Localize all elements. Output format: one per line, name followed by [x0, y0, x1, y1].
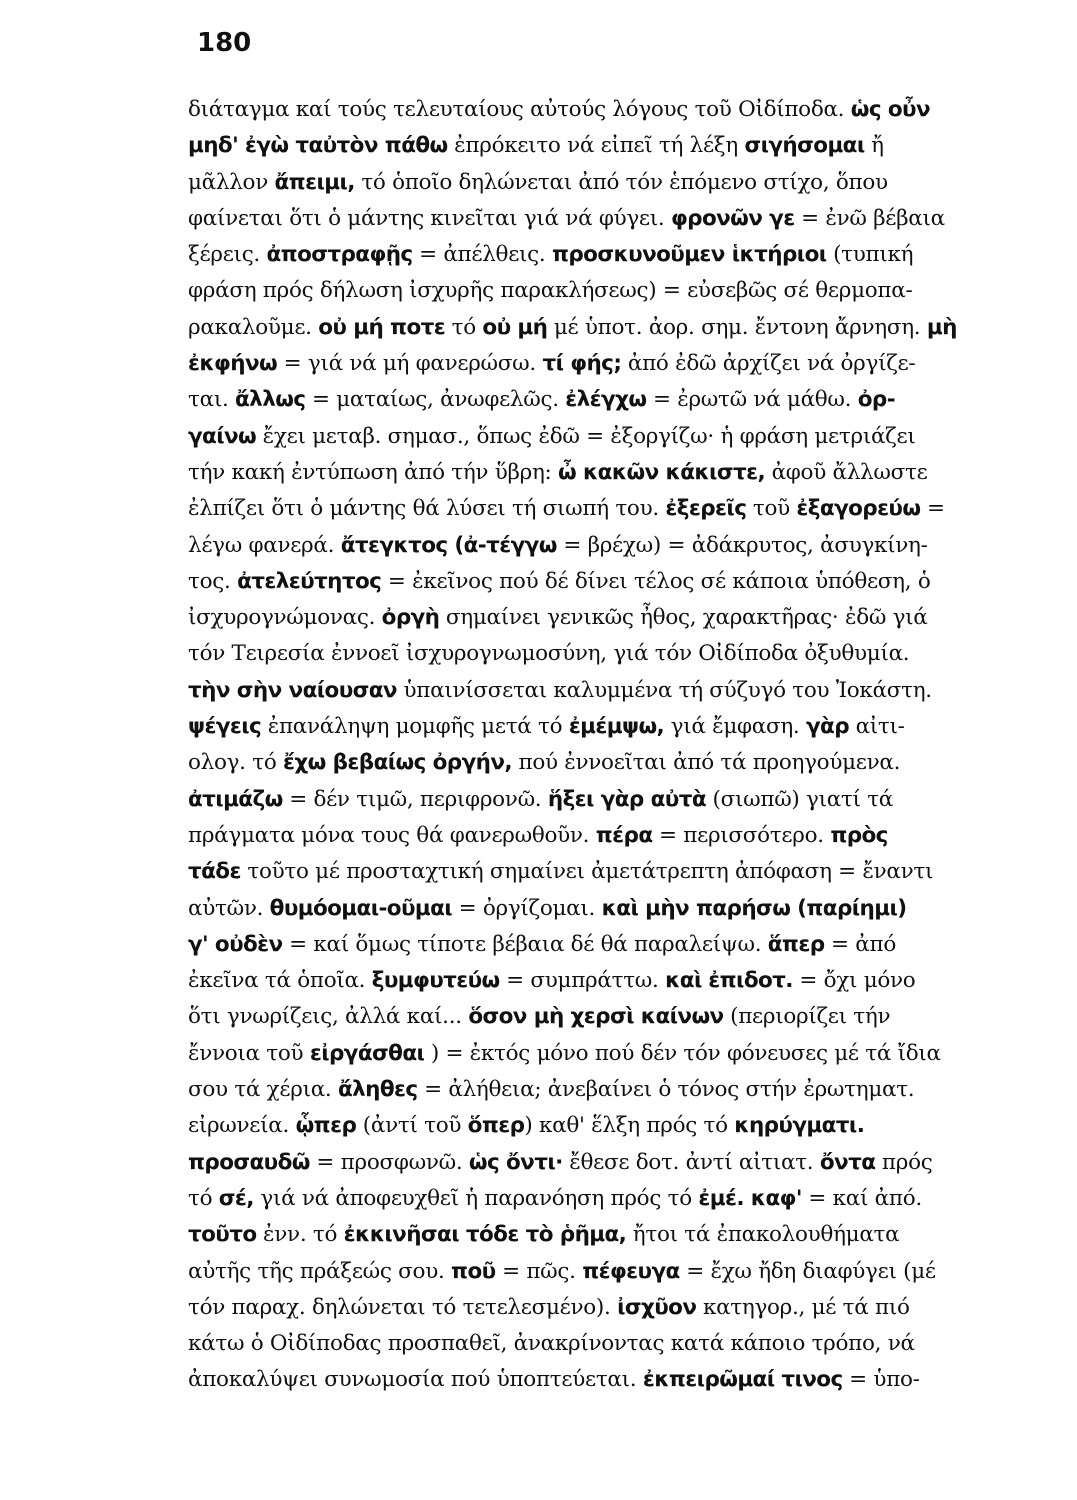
text-line: [188, 1145, 1023, 1181]
text-run: ἐπανάληψη μομφῆς μετά τό: [261, 714, 569, 740]
bold-term: καὶ: [665, 968, 702, 994]
text-run: = ἔχω ἤδη διαφύγει (μέ: [679, 1258, 936, 1284]
text-run: ὑπαινίσσεται καλυμμένα τή σύζυγό του Ἰοκάστη.: [396, 677, 932, 703]
text-run: = ἐνῶ βέβαια: [794, 205, 945, 231]
text-run: τοῦ: [746, 496, 797, 522]
text-run: = ἐρωτῶ νά μάθω.: [646, 387, 858, 413]
text-run: (ἀντί τοῦ: [356, 1113, 468, 1139]
text-run: πράγματα μόνα τους θά φανερωθοῦν.: [188, 822, 596, 848]
bold-term: καὶ μὴν παρήσω (παρίημι): [601, 895, 907, 921]
text-line: [188, 201, 1023, 237]
text-line: [188, 745, 1023, 781]
bold-term: ἐξερεῖς: [665, 496, 747, 522]
text-line: [188, 382, 1023, 418]
bold-term: εἰργάσθαι: [309, 1040, 425, 1066]
text-line: [188, 709, 1023, 745]
bold-term: πέφευγα: [582, 1258, 680, 1284]
text-line: [188, 128, 1023, 164]
text-run: ἐκεῖνα τά ὁποῖα.: [188, 968, 372, 994]
bold-term: ἐπιδοτ.: [708, 968, 793, 994]
text-line: [188, 165, 1023, 201]
text-line: [188, 419, 1023, 455]
bold-term: ὄντα: [819, 1149, 876, 1175]
text-run: ἀπό ἐδῶ ἀρχίζει νά ὀργίζε-: [621, 351, 916, 377]
text-run: ) καθ' ἕλξη πρός τό: [524, 1113, 735, 1139]
text-line: [188, 1108, 1023, 1144]
text-run: κατηγορ., μέ τά πιό: [696, 1294, 910, 1320]
text-run: = δέν τιμῶ, περιφρονῶ.: [282, 786, 548, 812]
text-line: [188, 237, 1023, 273]
bold-term: τὴν σὴν ναίουσαν: [188, 677, 397, 703]
text-run: τοῦτο μέ προσταχτική σημαίνει ἀμετάτρεπτη ἀπόφαση = ἔναντι: [240, 859, 934, 885]
bold-term: ὡς ὄντι·: [468, 1149, 563, 1175]
text-run: διάταγμα καί τούς τελευταίους αὐτούς λόγους τοῦ Οἰδίποδα.: [188, 97, 851, 122]
text-run: = βρέχω) = ἀδάκρυτος, ἀσυγκίνη-: [556, 532, 928, 558]
text-line: [188, 818, 1023, 854]
text-run: σημαίνει γενικῶς ἦθος, χαρακτῆρας· ἐδῶ γιά: [439, 605, 928, 631]
text-run: φράση πρός δήλωση ἰσχυρῆς παρακλήσεως) = εὐσεβῶς σέ θερμοπα-: [188, 278, 913, 304]
text-line: [188, 636, 1023, 672]
text-run: = καί ἀπό.: [801, 1185, 922, 1211]
bold-term: ἄτεγκτος (ἀ-τέγγω: [340, 532, 557, 558]
text-line: [188, 564, 1023, 600]
bold-term: ἔχω βεβαίως ὀργήν,: [283, 750, 512, 776]
text-line: [188, 455, 1023, 491]
bold-term: γαίνω: [188, 423, 257, 449]
text-line: [188, 891, 1023, 927]
text-run: =: [920, 496, 945, 522]
text-line: [188, 927, 1023, 963]
bold-term: οὐ μή ποτε: [318, 314, 446, 340]
text-line: [188, 1290, 1023, 1326]
bold-term: ἥξει γὰρ αὐτὰ: [547, 786, 706, 812]
text-line: [188, 1362, 1023, 1398]
text-run: = γιά νά μή φανερώσω.: [277, 351, 543, 377]
text-line: [188, 1217, 1023, 1253]
text-run: αὐτῆς τῆς πράξεώς σου.: [188, 1258, 452, 1284]
bold-term: ὀργὴ: [381, 605, 440, 631]
text-line: [188, 1326, 1023, 1362]
text-run: ἤτοι τά ἐπακολουθήματα: [626, 1222, 900, 1248]
bold-term: πρὸς: [830, 822, 888, 848]
text-run: ἐλπίζει ὅτι ὁ μάντης θά λύσει τή σιωπή του.: [188, 496, 666, 522]
text-run: ἔχει μεταβ. σημασ., ὅπως ἐδῶ = ἐξοργίζω· ἡ φράση μετριάζει: [256, 423, 916, 449]
bold-term: ἰσχῦον: [617, 1294, 697, 1320]
page-number: 180: [197, 28, 252, 58]
bold-term: ἅπερ: [767, 931, 825, 957]
text-run: πού ἐννοεῖται ἀπό τά προηγούμενα.: [511, 750, 901, 776]
text-line: [188, 782, 1023, 818]
text-line: [188, 491, 1023, 527]
text-line: [188, 92, 1023, 128]
bold-term: τοῦτο: [188, 1222, 257, 1248]
text-run: = πῶς.: [495, 1258, 583, 1284]
text-run: τος.: [188, 568, 238, 594]
bold-term: γ' οὐδὲν: [188, 931, 283, 957]
text-run: γιά ἔμφαση.: [664, 714, 807, 740]
text-run: λέγω φανερά.: [188, 532, 341, 558]
bold-term: ἄληθες: [338, 1077, 418, 1103]
bold-term: ποῦ: [451, 1258, 496, 1284]
bold-term: προσαυδῶ: [188, 1149, 310, 1175]
bold-term: ἄπειμι,: [274, 169, 355, 195]
text-run: ολογ. τό: [188, 750, 284, 776]
bold-term: γὰρ: [806, 714, 850, 740]
text-run: ἰσχυρογνώμονας.: [188, 605, 382, 631]
bold-term: πέρα: [595, 822, 653, 848]
text-run: ἔθεσε δοτ. ἀντί αἰτιατ.: [562, 1149, 820, 1175]
text-run: ρακαλοῦμε.: [188, 314, 319, 340]
text-run: ὅτι γνωρίζεις, ἀλλά καί...: [188, 1004, 469, 1030]
text-run: (σιωπῶ) γιατί τά: [706, 786, 894, 812]
text-run: ται.: [188, 387, 236, 413]
bold-term: ὡς οὖν: [850, 97, 931, 122]
text-run: ἐπρόκειτο νά εἰπεῖ τή λέξη: [447, 133, 745, 159]
bold-term: ἀποστραφῇς: [266, 242, 413, 268]
text-run: = ὀργίζομαι.: [452, 895, 602, 921]
text-run: πρός: [875, 1149, 933, 1175]
bold-term: ὅπερ: [467, 1113, 525, 1139]
bold-term: ἐκπειρῶμαί τινος: [642, 1367, 843, 1393]
text-line: [188, 999, 1023, 1035]
text-run: = ἐκεῖνος πού δέ δίνει τέλος σέ κάποια ὑπόθεση, ὁ: [381, 568, 931, 594]
text-run: αὐτῶν.: [188, 895, 270, 921]
text-run: (τυπική: [826, 242, 914, 268]
text-line: [188, 600, 1023, 636]
text-run: γιά νά ἀποφευχθεῖ ἡ παρανόηση πρός τό: [253, 1185, 699, 1211]
text-run: τό: [188, 1185, 219, 1211]
bold-term: ἐκκινῆσαι τόδε τὸ ῥῆμα,: [343, 1222, 627, 1248]
text-run: ) = ἐκτός μόνο πού δέν τόν φόνευσες μέ τά ἴδια: [424, 1040, 941, 1066]
bold-term: ἐμέ. καφ': [698, 1185, 802, 1211]
bold-term: τάδε: [188, 859, 241, 885]
bold-term: ξυμφυτεύω: [371, 968, 500, 994]
text-run: = ὄχι μόνο: [792, 968, 916, 994]
commentary-text: [188, 92, 1023, 1399]
text-line: [188, 1036, 1023, 1072]
text-line: [188, 310, 1023, 346]
text-run: τόν παραχ. δηλώνεται τό τετελεσμένο).: [188, 1294, 618, 1320]
text-line: [188, 1181, 1023, 1217]
text-run: ἐνν. τό: [256, 1222, 344, 1248]
text-run: ἔννοια τοῦ: [188, 1040, 310, 1066]
text-line: [188, 963, 1023, 999]
bold-term: σιγήσομαι: [744, 133, 865, 159]
text-run: = προσφωνῶ.: [309, 1149, 469, 1175]
text-run: τήν κακή ἐντύπωση ἀπό τήν ὕβρη:: [188, 459, 559, 485]
bold-term: ἐκφήνω: [188, 351, 278, 377]
text-run: = ἀπό: [824, 931, 896, 957]
text-run: ἀφοῦ ἄλλωστε: [765, 459, 928, 485]
bold-term: μηδ' ἐγὼ ταὐτὸν πάθω: [188, 133, 448, 159]
text-run: τό ὁποῖο δηλώνεται ἀπό τόν ἑπόμενο στίχο, ὅπου: [354, 169, 888, 195]
text-run: = ἀλήθεια; ἀνεβαίνει ὁ τόνος στήν ἐρωτηματ.: [417, 1077, 915, 1103]
text-run: = ἀπέλθεις.: [412, 242, 552, 268]
text-run: ἤ: [864, 133, 884, 159]
text-run: μέ ὑποτ. ἀορ. σημ. ἔντονη ἄρνηση.: [547, 314, 927, 340]
bold-term: ἐλέγχω: [565, 387, 647, 413]
bold-term: ἀτιμάζω: [188, 786, 283, 812]
text-line: [188, 273, 1023, 309]
text-line: [188, 346, 1023, 382]
bold-term: ἄλλως: [235, 387, 306, 413]
bold-term: σέ,: [218, 1185, 254, 1211]
text-line: [188, 673, 1023, 709]
text-run: τό: [445, 314, 483, 340]
text-run: τόν Τειρεσία ἐννοεῖ ἰσχυρογνωμοσύνη, γιά τόν Οἰδίποδα ὀξυθυμία.: [188, 641, 910, 667]
bold-term: ὀρ-: [857, 387, 896, 413]
text-run: κάτω ὁ Οἰδίποδας προσπαθεῖ, ἀνακρίνοντας κατά κάποιο τρόπο, νά: [188, 1331, 915, 1357]
bold-term: φρονῶν γε: [670, 205, 795, 231]
bold-term: οὐ μή: [482, 314, 548, 340]
bold-term: μὴ: [926, 314, 957, 340]
bold-term: ᾧπερ: [295, 1113, 357, 1139]
text-line: [188, 528, 1023, 564]
bold-term: προσκυνοῦμεν ἱκτήριοι: [551, 242, 827, 268]
text-run: ἀποκαλύψει συνωμοσία πού ὑποπτεύεται.: [188, 1367, 643, 1393]
text-run: = ὑπο-: [842, 1367, 920, 1393]
bold-term: ὅσον μὴ χερσὶ καίνων: [468, 1004, 724, 1030]
text-run: σου τά χέρια.: [188, 1077, 338, 1103]
text-run: αἰτι-: [849, 714, 905, 740]
text-line: [188, 854, 1023, 890]
bold-term: τί φής;: [542, 351, 622, 377]
text-run: = συμπράττω.: [499, 968, 666, 994]
text-line: [188, 1254, 1023, 1290]
bold-term: ἐξαγορεύω: [796, 496, 921, 522]
text-run: φαίνεται ὅτι ὁ μάντης κινεῖται γιά νά φύγει.: [188, 205, 671, 231]
text-run: εἰρωνεία.: [188, 1113, 296, 1139]
bold-term: ψέγεις: [188, 714, 262, 740]
text-run: (περιορίζει τήν: [723, 1004, 891, 1030]
text-run: ξέρεις.: [188, 242, 267, 268]
bold-term: κηρύγματι.: [734, 1113, 865, 1139]
text-run: = περισσότερο.: [652, 822, 831, 848]
bold-term: ὦ κακῶν κάκιστε,: [558, 459, 766, 485]
bold-term: θυμόομαι-οῦμαι: [269, 895, 453, 921]
text-run: μᾶλλον: [188, 169, 275, 195]
text-run: = καί ὅμως τίποτε βέβαια δέ θά παραλείψω.: [282, 931, 768, 957]
text-line: [188, 1072, 1023, 1108]
text-run: = ματαίως, ἀνωφελῶς.: [305, 387, 566, 413]
bold-term: ἐμέμψω,: [568, 714, 665, 740]
bold-term: ἀτελεύτητος: [237, 568, 382, 594]
